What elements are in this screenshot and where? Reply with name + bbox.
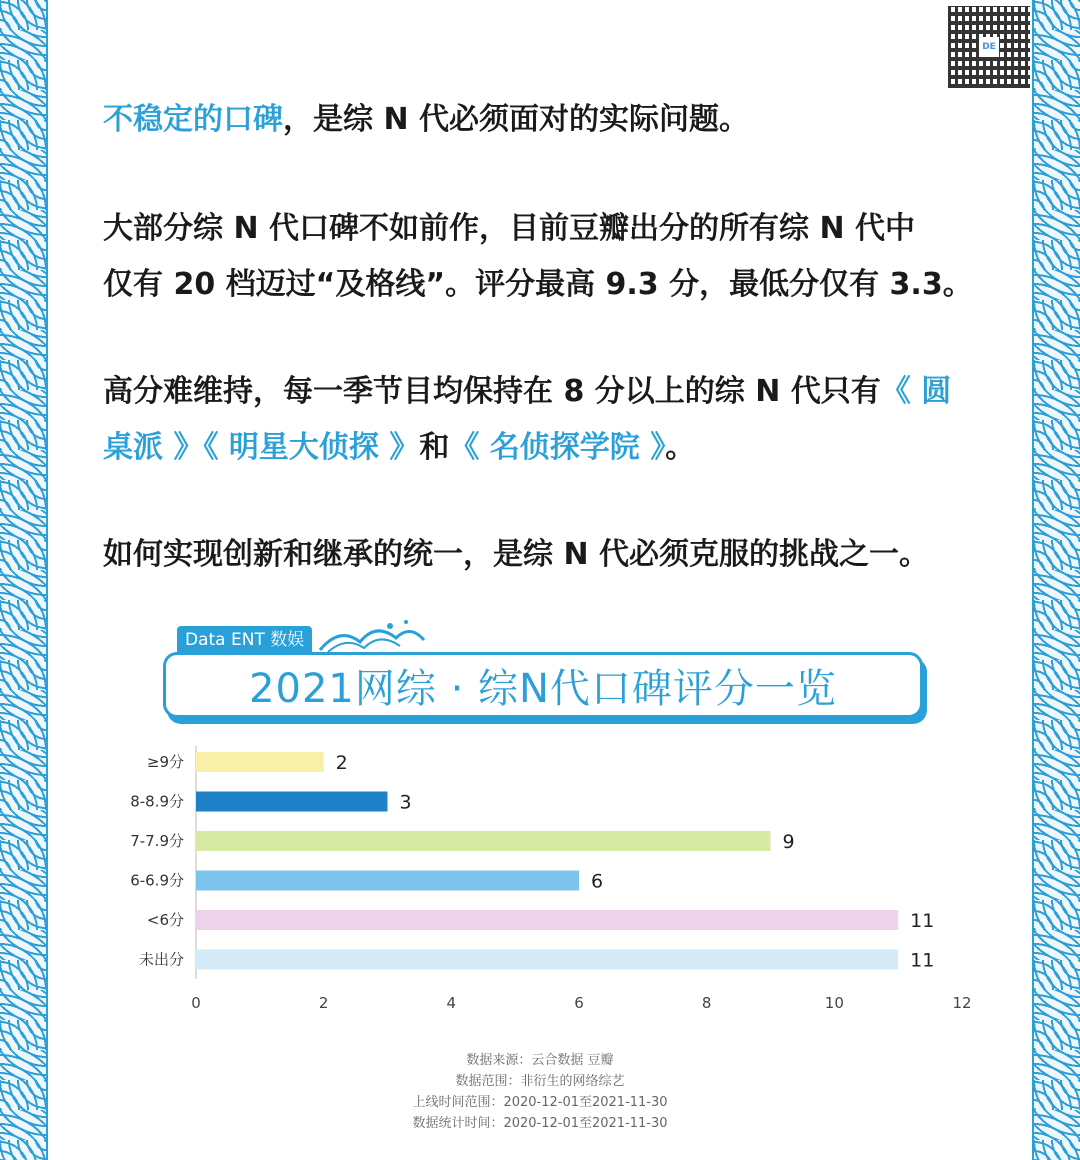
body-text: ，是综 N 代必须面对的实际问题。 xyxy=(283,102,749,137)
category-label: 未出分 xyxy=(138,950,184,969)
highlight-text: 《 圆 xyxy=(880,374,952,409)
value-label: 9 xyxy=(782,831,795,853)
x-tick-label: 8 xyxy=(701,994,712,1012)
category-label: ≥9分 xyxy=(146,753,184,771)
category-label: 6-6.9分 xyxy=(130,871,184,890)
category-label: 8-8.9分 xyxy=(130,792,184,811)
x-tick-label: 12 xyxy=(952,994,972,1012)
value-label: 11 xyxy=(910,949,935,972)
value-label: 6 xyxy=(591,870,604,893)
bar xyxy=(196,910,898,930)
bar xyxy=(196,871,579,891)
note-2: 数据范围：非衍生的网络综艺 xyxy=(455,1074,625,1089)
x-tick-label: 0 xyxy=(191,994,201,1012)
value-label: 11 xyxy=(910,910,935,932)
chart-title: 2021网综 · 综N代口碑评分一览 xyxy=(249,665,837,712)
bar xyxy=(196,831,771,851)
highlight-text: 桌派 》《 明星大侦探 》 xyxy=(103,430,420,465)
x-tick-label: 2 xyxy=(318,994,329,1012)
bar xyxy=(196,752,324,772)
bar xyxy=(196,792,388,812)
qr-logo: DE xyxy=(979,37,999,57)
brand-tag: Data ENT 数娱 xyxy=(177,626,312,654)
bar xyxy=(196,950,898,970)
x-tick-label: 6 xyxy=(574,994,584,1012)
highlight-text: 《 名侦探学院 》 xyxy=(449,430,666,465)
body-text: 高分难维持，每一季节目均保持在 8 分以上的综 N 代只有 xyxy=(103,374,881,409)
body-text: 大部分综 N 代口碑不如前作，目前豆瓣出分的所有综 N 代中 xyxy=(103,211,915,246)
note-3: 上线时间范围：2020-12-01至2021-11-30 xyxy=(412,1095,668,1110)
source-notes xyxy=(340,1050,740,1134)
x-tick-label: 10 xyxy=(824,994,844,1012)
body-text: 。 xyxy=(665,430,696,465)
highlight-text: 不稳定的口碑 xyxy=(103,102,283,137)
value-label: 2 xyxy=(335,752,348,774)
value-label: 3 xyxy=(399,791,412,814)
body-text: 如何实现创新和继承的统一，是综 N 代必须克服的挑战之一。 xyxy=(103,537,929,572)
note-4: 数据统计时间：2020-12-01至2021-11-30 xyxy=(412,1116,668,1131)
body-text: 仅有 20 档迈过“及格线”。评分最高 9.3 分，最低分仅有 3.3。 xyxy=(103,267,973,302)
x-tick-label: 4 xyxy=(446,994,457,1012)
category-label: 7-7.9分 xyxy=(130,832,184,850)
note-1: 数据来源：云合数据 豆瓣 xyxy=(466,1053,614,1068)
category-label: <6分 xyxy=(146,911,184,929)
body-text: 和 xyxy=(419,430,450,465)
